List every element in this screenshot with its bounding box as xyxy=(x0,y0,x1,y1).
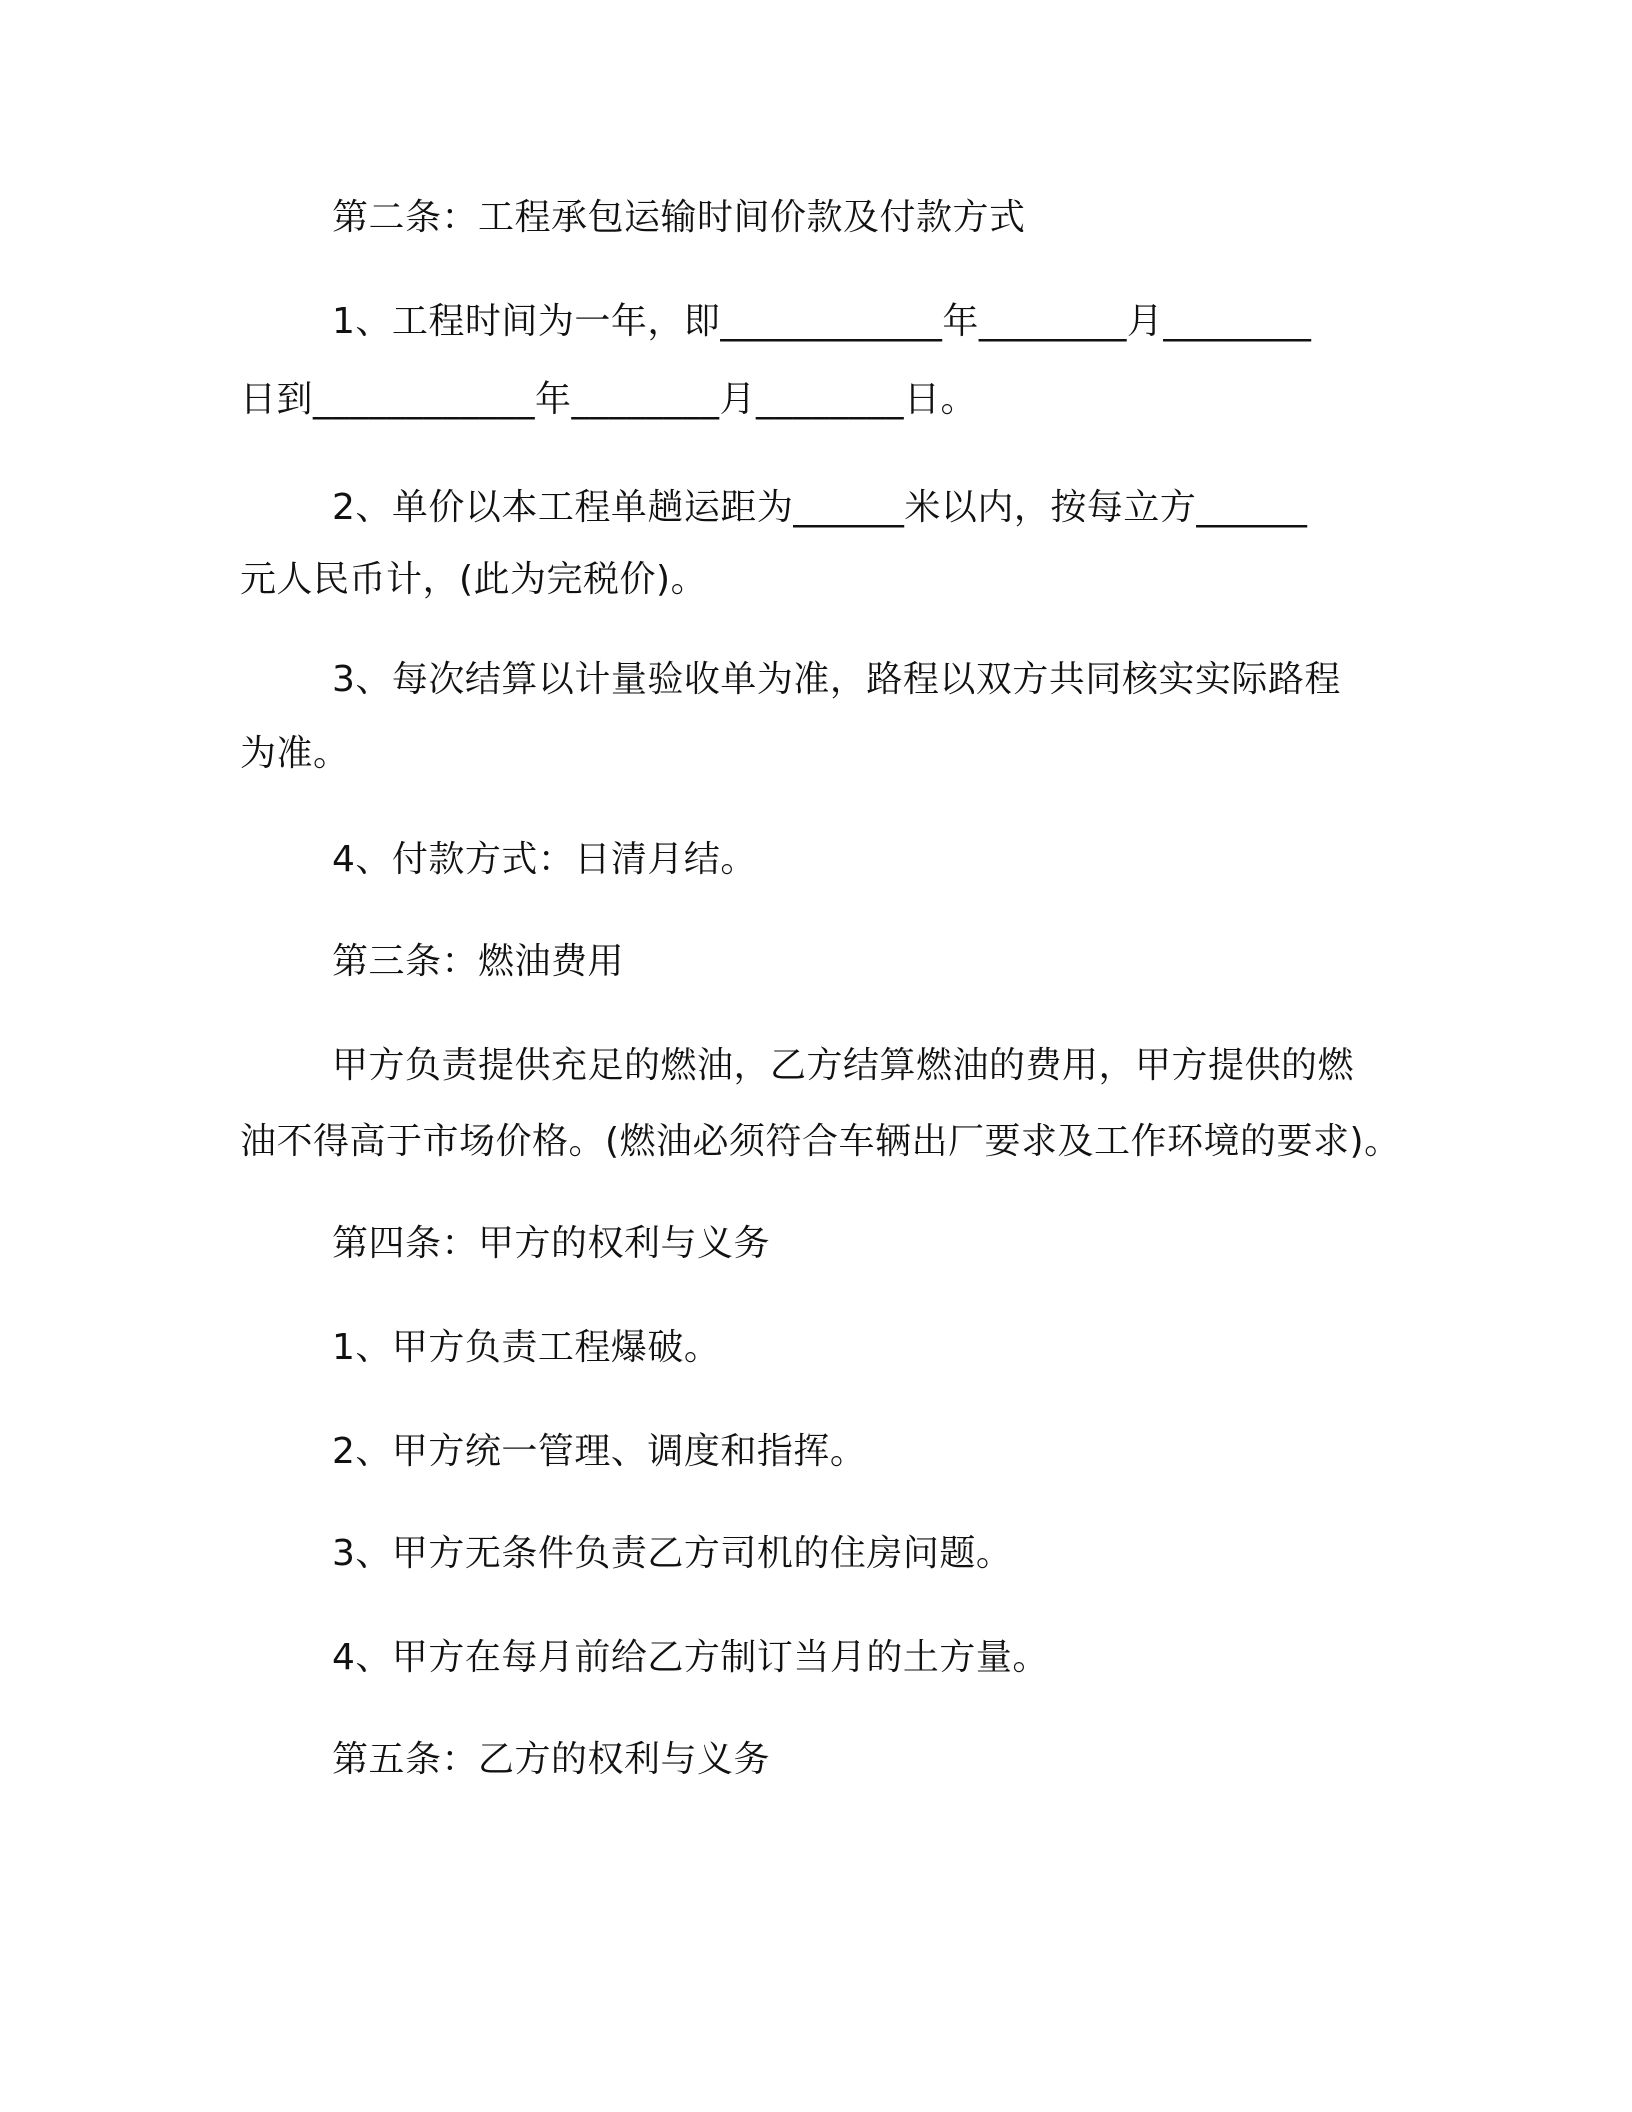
paragraph-line: 日到____________年________月________日。 xyxy=(240,379,978,420)
paragraph-line: 2、单价以本工程单趟运距为______米以内，按每立方______ xyxy=(332,487,1308,528)
paragraph-line: 油不得高于市场价格。(燃油必须符合车辆出厂要求及工作环境的要求)。 xyxy=(240,1121,1401,1162)
paragraph-line: 4、甲方在每月前给乙方制订当月的土方量。 xyxy=(332,1637,1049,1678)
paragraph-line: 元人民币计，(此为完税价)。 xyxy=(240,559,708,600)
paragraph-line: 2、甲方统一管理、调度和指挥。 xyxy=(332,1431,867,1472)
paragraph-line: 1、甲方负责工程爆破。 xyxy=(332,1327,721,1368)
paragraph-line: 3、甲方无条件负责乙方司机的住房问题。 xyxy=(332,1533,1013,1574)
paragraph-line: 4、付款方式：日清月结。 xyxy=(332,839,757,880)
paragraph-line: 1、工程时间为一年，即____________年________月________ xyxy=(332,301,1312,342)
paragraph-line: 为准。 xyxy=(240,733,350,774)
section-heading-article-4: 第四条：甲方的权利与义务 xyxy=(332,1223,771,1264)
paragraph-line: 甲方负责提供充足的燃油，乙方结算燃油的费用，甲方提供的燃 xyxy=(332,1045,1355,1086)
section-heading-article-2: 第二条：工程承包运输时间价款及付款方式 xyxy=(332,197,1026,238)
section-heading-article-3: 第三条：燃油费用 xyxy=(332,941,625,982)
paragraph-line: 3、每次结算以计量验收单为准，路程以双方共同核实实际路程 xyxy=(332,659,1341,700)
section-heading-article-5: 第五条：乙方的权利与义务 xyxy=(332,1739,771,1780)
